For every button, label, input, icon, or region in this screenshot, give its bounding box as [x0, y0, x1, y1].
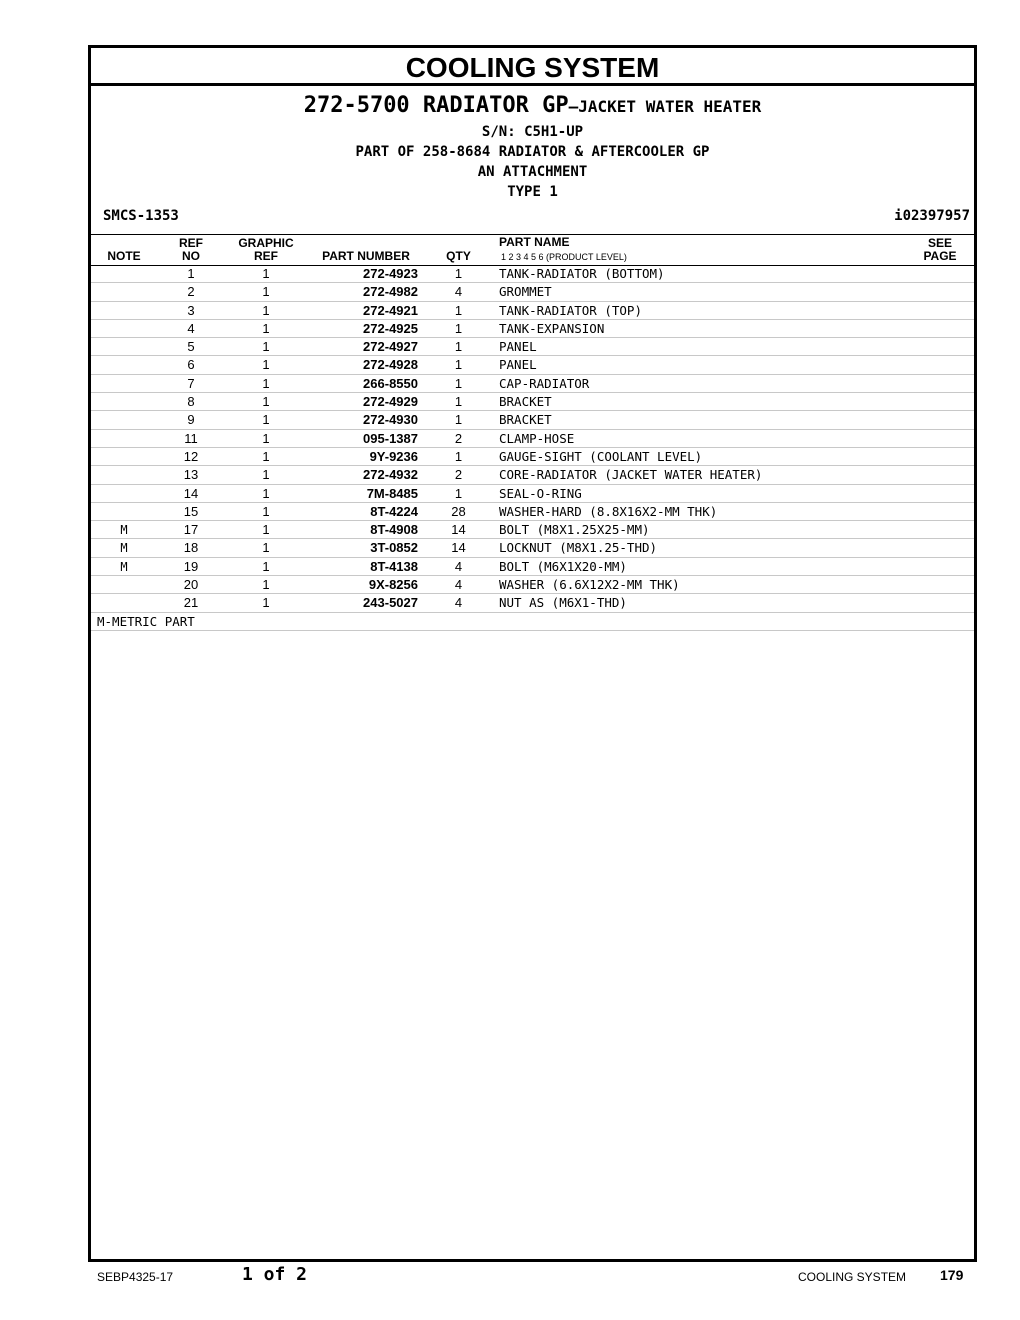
part-name-cell: NUT AS (M6X1-THD)	[499, 595, 627, 611]
footer-section: COOLING SYSTEM	[798, 1270, 907, 1284]
col-graphic-bottom: REF	[254, 249, 278, 263]
qty-cell: 1	[454, 266, 463, 281]
part-name-cell: WASHER (6.6X12X2-MM THK)	[499, 577, 680, 593]
page-number: 179	[940, 1267, 964, 1283]
qty-cell: 4	[454, 577, 463, 593]
graphic-ref-cell: 1	[262, 448, 270, 464]
qty-cell: 2	[454, 467, 463, 483]
qty-cell: 1	[454, 302, 463, 318]
col-see-top: SEE	[927, 236, 952, 250]
col-ref-bottom: NO	[182, 249, 200, 263]
qty-cell: 14	[451, 540, 466, 556]
ref-no-cell: 9	[187, 412, 195, 428]
illustration-id: i02397957	[894, 208, 970, 224]
part-number-cell: 272-4927	[363, 339, 418, 355]
ref-no-cell: 13	[183, 467, 199, 483]
table-row	[91, 576, 974, 594]
table-row	[91, 485, 974, 503]
part-name-cell: LOCKNUT (M8X1.25-THD)	[499, 540, 658, 556]
part-name-cell: TANK-EXPANSION	[499, 320, 605, 336]
qty-cell: 1	[454, 357, 463, 373]
graphic-ref-cell: 1	[262, 412, 270, 428]
part-number-cell: 9X-8256	[368, 577, 418, 593]
ref-no-cell: 20	[183, 577, 199, 593]
ref-no-cell: 18	[183, 540, 199, 556]
table-row	[91, 503, 974, 521]
part-name-cell: CLAMP-HOSE	[499, 430, 575, 446]
ref-no-cell: 11	[184, 430, 198, 446]
part-name-cell: CAP-RADIATOR	[499, 375, 590, 391]
qty-cell: 4	[454, 595, 463, 611]
graphic-ref-cell: 1	[262, 540, 270, 556]
serial-number: S/N: C5H1-UP	[481, 124, 584, 140]
part-name-cell: PANEL	[499, 339, 537, 355]
qty-cell: 1	[454, 394, 463, 410]
type-line: TYPE 1	[507, 184, 558, 200]
part-name-cell: PANEL	[499, 357, 537, 373]
part-name-cell: CORE-RADIATOR (JACKET WATER HEATER)	[499, 467, 763, 483]
ref-no-cell: 2	[187, 284, 195, 300]
note-cell: M	[120, 523, 128, 538]
part-number-cell: 272-4921	[363, 302, 418, 318]
table-row	[91, 320, 974, 338]
qty-cell: 1	[454, 339, 463, 355]
graphic-ref-cell: 1	[262, 558, 270, 574]
graphic-ref-cell: 1	[262, 577, 270, 593]
graphic-ref-cell: 1	[262, 284, 270, 300]
page-of: 1 of 2	[242, 1264, 308, 1285]
graphic-ref-cell: 1	[262, 302, 270, 318]
note-cell: M	[120, 541, 128, 556]
graphic-ref-cell: 1	[262, 266, 270, 281]
graphic-ref-cell: 1	[262, 430, 270, 446]
qty-cell: 14	[451, 522, 466, 538]
part-number-cell: 272-4929	[363, 394, 418, 410]
graphic-ref-cell: 1	[262, 503, 270, 519]
qty-cell: 1	[454, 485, 463, 501]
group-title	[91, 93, 974, 118]
part-number-cell: 3T-0852	[370, 540, 418, 556]
ref-no-cell: 17	[183, 522, 199, 538]
part-name-cell: BOLT (M8X1.25X25-MM)	[499, 522, 650, 538]
col-note: NOTE	[107, 249, 141, 263]
graphic-ref-cell: 1	[262, 522, 270, 538]
table-row	[91, 338, 974, 356]
table-row	[91, 283, 974, 301]
graphic-ref-cell: 1	[262, 485, 270, 501]
table-row	[91, 539, 974, 557]
part-number-cell: 8T-4138	[370, 558, 418, 574]
graphic-ref-cell: 1	[262, 467, 270, 483]
part-name-cell: GROMMET	[499, 284, 552, 300]
table-row	[91, 393, 974, 411]
group-title-main: 272-5700 RADIATOR GP	[303, 93, 569, 118]
part-of-line: PART OF 258-8684 RADIATOR & AFTERCOOLER GP	[355, 144, 710, 160]
graphic-ref-cell: 1	[262, 375, 270, 391]
ref-no-cell: 1	[187, 266, 195, 281]
table-row	[91, 265, 974, 283]
column-header	[91, 234, 974, 266]
part-number-cell: 272-4923	[363, 266, 418, 281]
part-number-cell: 8T-4908	[370, 522, 418, 538]
part-number-cell: 095-1387	[363, 430, 418, 446]
part-number-cell: 272-4982	[363, 284, 418, 300]
graphic-ref-cell: 1	[262, 595, 270, 611]
part-number-cell: 9Y-9236	[369, 448, 418, 464]
document-id: SEBP4325-17	[97, 1270, 174, 1284]
note-cell: M	[120, 559, 128, 574]
ref-no-cell: 7	[187, 375, 195, 391]
part-number-cell: 272-4930	[363, 412, 418, 428]
part-number-cell: 243-5027	[363, 595, 418, 611]
part-name-cell: BRACKET	[499, 394, 552, 410]
part-name-cell: TANK-RADIATOR (TOP)	[499, 302, 642, 318]
qty-cell: 4	[454, 284, 463, 300]
col-see-bottom: PAGE	[923, 249, 957, 263]
part-number-cell: 8T-4224	[370, 503, 418, 519]
ref-no-cell: 5	[187, 339, 195, 355]
graphic-ref-cell: 1	[262, 339, 270, 355]
graphic-ref-cell: 1	[262, 320, 270, 336]
attachment-line: AN ATTACHMENT	[477, 164, 588, 180]
graphic-ref-cell: 1	[262, 394, 270, 410]
part-number-cell: 272-4928	[363, 357, 418, 373]
qty-cell: 4	[454, 558, 463, 574]
qty-cell: 1	[454, 448, 463, 464]
ref-no-cell: 8	[187, 394, 195, 410]
part-name-cell: TANK-RADIATOR (BOTTOM)	[499, 266, 665, 281]
qty-cell: 28	[451, 503, 466, 519]
part-number-cell: 266-8550	[363, 375, 418, 391]
col-part-name: PART NAME	[499, 235, 570, 249]
ref-no-cell: 12	[183, 448, 199, 464]
part-name-cell: BOLT (M6X1X20-MM)	[499, 558, 627, 574]
ref-no-cell: 14	[183, 485, 199, 501]
ref-no-cell: 15	[183, 503, 199, 519]
table-row	[91, 521, 974, 539]
part-number-cell: 272-4932	[363, 467, 418, 483]
part-name-cell: SEAL-O-RING	[499, 485, 582, 501]
col-product-level: 1 2 3 4 5 6 (PRODUCT LEVEL)	[501, 252, 627, 262]
graphic-ref-cell: 1	[262, 357, 270, 373]
section-title: COOLING SYSTEM	[91, 48, 974, 86]
table-row	[91, 448, 974, 466]
ref-no-cell: 21	[183, 595, 199, 611]
qty-cell: 1	[454, 412, 463, 428]
table-row	[91, 302, 974, 320]
table-row	[91, 594, 974, 612]
page-frame	[88, 45, 977, 1262]
table-row	[91, 558, 974, 576]
ref-no-cell: 3	[187, 302, 195, 318]
ref-no-cell: 6	[187, 357, 195, 373]
table-row	[91, 356, 974, 374]
qty-cell: 2	[454, 430, 463, 446]
col-ref-top: REF	[179, 236, 203, 250]
table-row	[91, 430, 974, 448]
qty-cell: 1	[454, 375, 463, 391]
group-title-sub: —JACKET WATER HEATER	[568, 97, 762, 116]
part-name-cell: WASHER-HARD (8.8X16X2-MM THK)	[499, 503, 718, 519]
parts-table	[91, 265, 974, 631]
smcs-code: SMCS-1353	[103, 208, 179, 224]
col-qty: QTY	[446, 249, 471, 263]
part-number-cell: 272-4925	[363, 320, 418, 336]
table-row	[91, 411, 974, 429]
footnote: M-METRIC PART	[91, 613, 974, 631]
ref-no-cell: 19	[183, 558, 199, 574]
qty-cell: 1	[454, 320, 463, 336]
table-row	[91, 375, 974, 393]
ref-no-cell: 4	[187, 320, 195, 336]
part-number-cell: 7M-8485	[366, 485, 418, 501]
col-graphic-top: GRAPHIC	[238, 236, 294, 250]
table-row	[91, 466, 974, 484]
col-part-number: PART NUMBER	[322, 249, 410, 263]
part-name-cell: BRACKET	[499, 412, 552, 428]
part-name-cell: GAUGE-SIGHT (COOLANT LEVEL)	[499, 448, 703, 464]
